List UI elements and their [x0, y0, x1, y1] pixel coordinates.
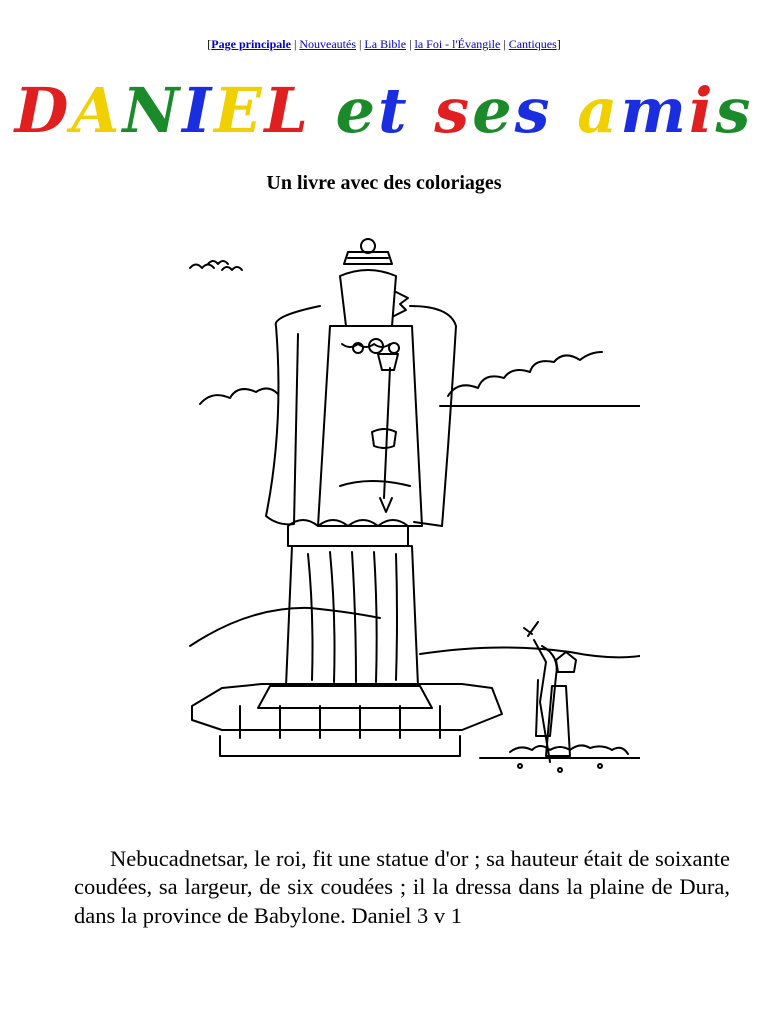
title-space	[311, 76, 336, 146]
title-letter: A	[71, 74, 123, 147]
nav-link-la-bible[interactable]: La Bible	[364, 37, 407, 51]
nav-separator: |	[406, 37, 415, 51]
title-letter: e	[335, 74, 379, 147]
birds-drawing	[190, 261, 242, 270]
title-letter: s	[514, 74, 553, 147]
title-letter: a	[577, 74, 621, 147]
verse-paragraph: Nebucadnetsar, le roi, fit une statue d'or ; sa hauteur était de soixante coudées, sa largeur, de six coudées ; il la dressa dans la plaine de Dura, dans la province de Babylone. Daniel 3 v 1	[74, 845, 730, 928]
nav-separator: |	[356, 37, 365, 51]
statue-head-drawing	[340, 239, 408, 326]
page-title	[0, 76, 768, 146]
title-letter: D	[14, 74, 72, 147]
nav-link-cantiques[interactable]: Cantiques	[508, 37, 557, 51]
title-letter: i	[688, 74, 716, 147]
nav-open-bracket: [	[207, 37, 212, 51]
title-letter: E	[214, 74, 265, 147]
statue-body-drawing	[318, 326, 422, 526]
title-letter: N	[122, 74, 183, 147]
clouds-drawing	[200, 352, 640, 406]
title-letter: e	[472, 74, 515, 147]
scepter-drawing	[372, 354, 398, 512]
title-letter: L	[264, 74, 311, 147]
page-subtitle: Un livre avec des coloriages	[266, 172, 502, 194]
statue-wings-drawing	[266, 306, 456, 526]
nav-close-bracket: ]	[556, 37, 561, 51]
top-navigation	[0, 36, 768, 52]
nav-link-page-principale[interactable]: Page principale	[211, 37, 291, 51]
title-space	[553, 76, 578, 146]
statue-pedestal-drawing	[286, 520, 418, 686]
title-letter: s	[434, 74, 473, 147]
nav-link-la-foi-evangile[interactable]: la Foi - l'Évangile	[414, 37, 501, 51]
statue-coloring-illustration	[180, 236, 640, 781]
king-figure-drawing	[524, 622, 576, 762]
nav-separator: |	[500, 37, 509, 51]
title-letter: m	[620, 74, 689, 147]
nav-link-nouveautes[interactable]: Nouveautés	[299, 37, 357, 51]
title-letter: t	[378, 74, 410, 147]
title-letter: I	[182, 74, 215, 147]
statue-base-drawing	[192, 684, 502, 756]
ground-rocks-drawing	[480, 745, 640, 772]
title-letter: s	[715, 74, 754, 147]
title-space	[410, 76, 435, 146]
nav-separator: |	[290, 37, 300, 51]
